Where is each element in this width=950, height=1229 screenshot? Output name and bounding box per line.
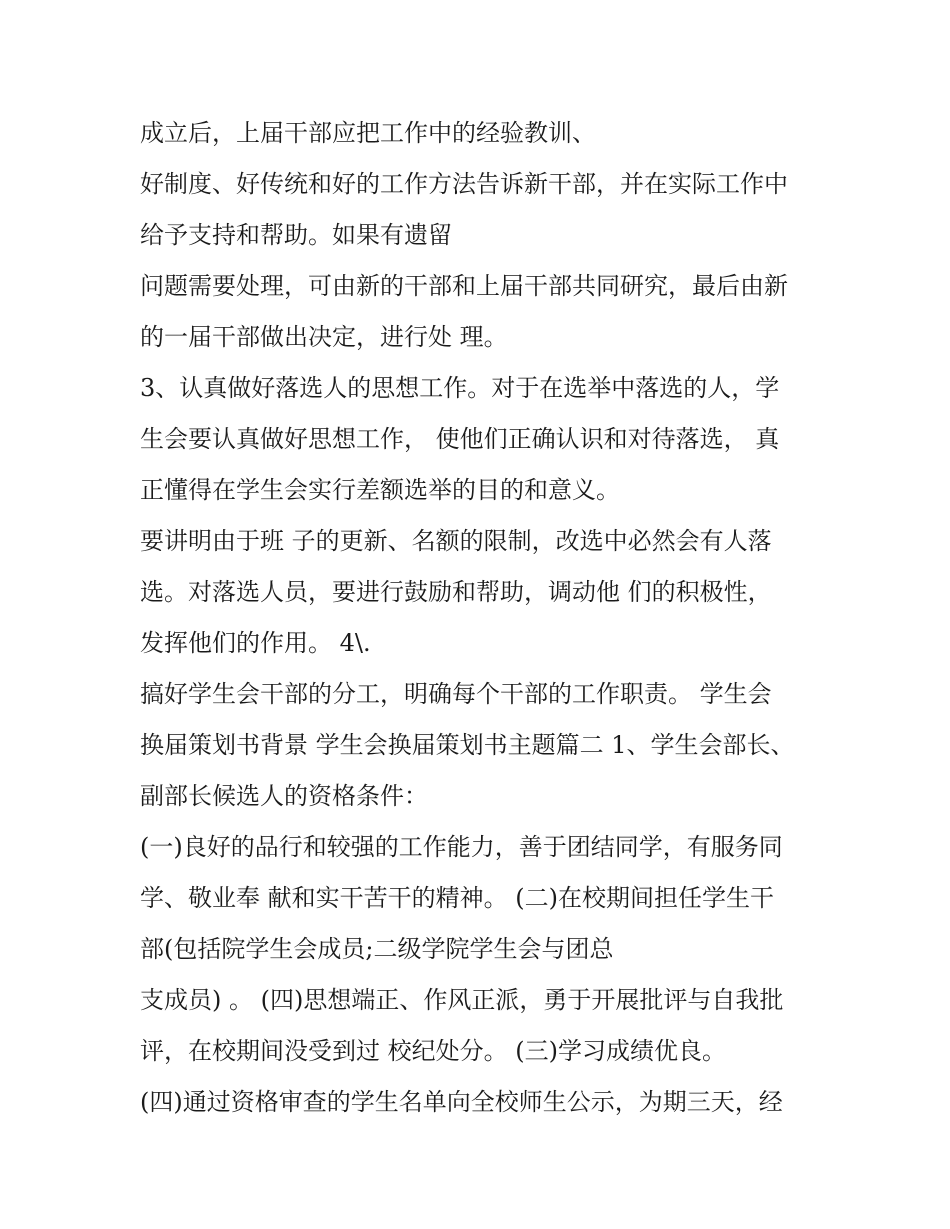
text-line: (四)通过资格审查的学生名单向全校师生公示，为期三天，经 <box>140 1088 783 1116</box>
text-line: 3、认真做好落选人的思想工作。对于在选举中落选的人，学 <box>140 374 780 402</box>
text-line: 好制度、好传统和好的工作方法告诉新干部，并在实际工作中 <box>140 170 788 198</box>
text-line: 生会要认真做好思想工作， 使他们正确认识和对待落选， 真 <box>140 425 780 453</box>
text-line: (一)良好的品行和较强的工作能力，善于团结同学，有服务同 <box>140 833 783 861</box>
text-line: 副部长候选人的资格条件： <box>140 782 428 810</box>
text-line: 换届策划书背景 学生会换届策划书主题篇二 1、学生会部长、 <box>140 731 795 759</box>
body-text <box>140 108 820 1128</box>
text-line: 要讲明由于班 子的更新、名额的限制，改选中必然会有人落 <box>140 527 772 555</box>
text-line: 学、敬业奉 献和实干苦干的精神。 (二)在校期间担任学生干 <box>140 884 774 912</box>
text-line: 给予支持和帮助。如果有遗留 <box>140 221 452 249</box>
text-line: 评，在校期间没受到过 校纪处分。 (三)学习成绩优良。 <box>140 1037 726 1065</box>
text-line: 的一届干部做出决定，进行处 理。 <box>140 323 508 351</box>
text-line: 问题需要处理，可由新的干部和上届干部共同研究，最后由新 <box>140 272 788 300</box>
text-line: 正懂得在学生会实行差额选举的目的和意义。 <box>140 476 620 504</box>
text-line: 选。对落选人员，要进行鼓励和帮助，调动他 们的积极性， <box>140 578 772 606</box>
text-line: 部(包括院学生会成员;二级学院学生会与团总 <box>140 935 614 963</box>
text-line: 成立后，上届干部应把工作中的经验教训、 <box>140 119 596 147</box>
text-line: 搞好学生会干部的分工，明确每个干部的工作职责。 学生会 <box>140 680 772 708</box>
text-line: 发挥他们的作用。 4\. <box>140 629 371 657</box>
text-line: 支成员) 。 (四)思想端正、作风正派，勇于开展批评与自我批 <box>140 986 784 1014</box>
